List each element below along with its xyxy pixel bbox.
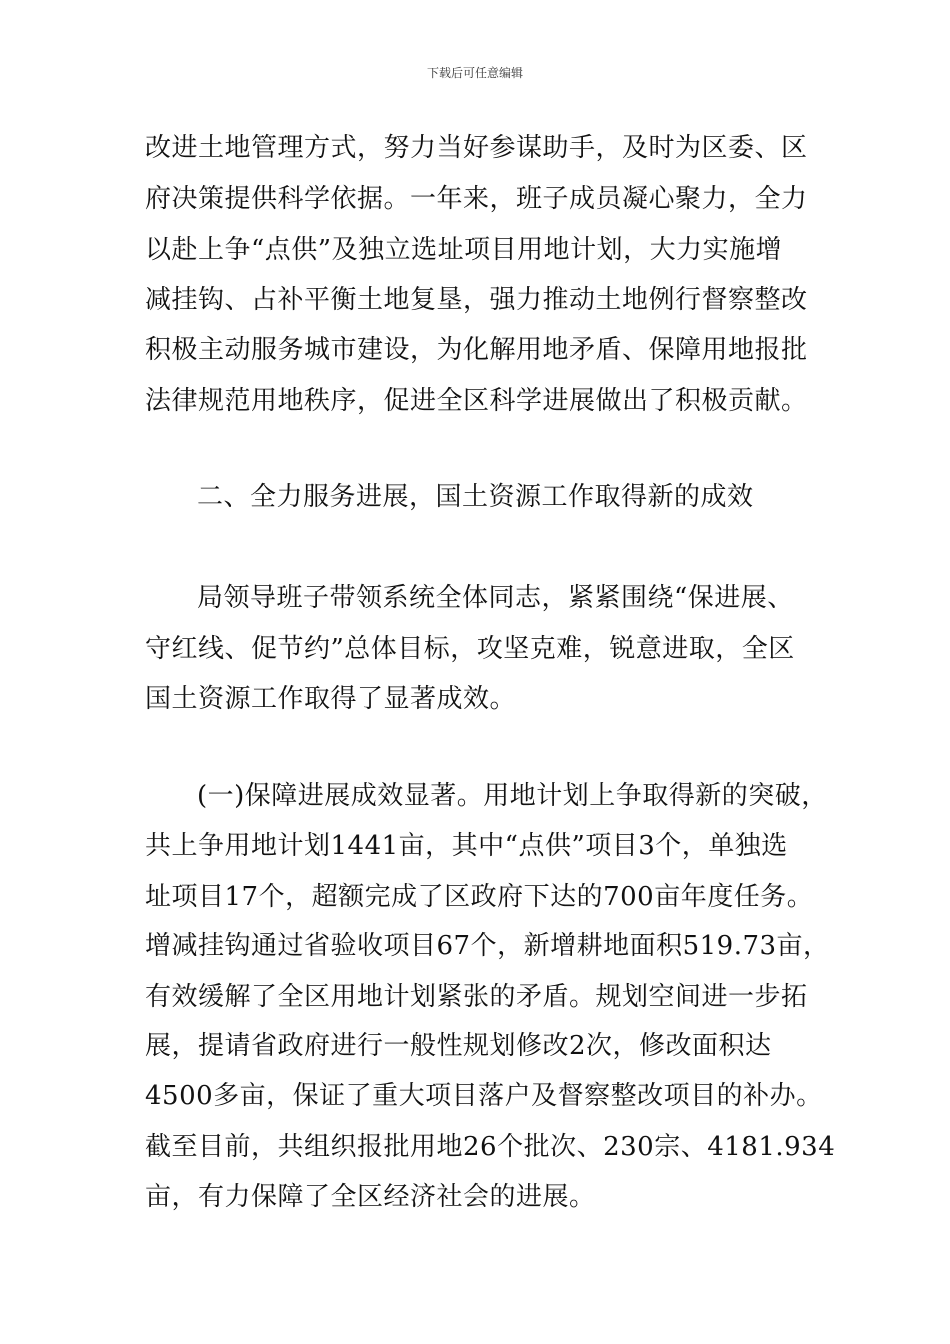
paragraph-line: 法律规范用地秩序，促进全区科学进展做出了积极贡献。 — [145, 386, 808, 416]
paragraph-line: 减挂钩、占补平衡土地复垦，强力推动土地例行督察整改 — [145, 285, 808, 315]
paragraph-line: 亩，有力保障了全区经济社会的进展。 — [145, 1182, 596, 1212]
paragraph-line: 府决策提供科学依据。一年来，班子成员凝心聚力，全力 — [145, 184, 808, 214]
paragraph-line: 增减挂钩通过省验收项目67个，新增耕地面积519.73亩， — [145, 931, 830, 961]
paragraph-line: (一)保障进展成效显著。用地计划上争取得新的突破， — [197, 781, 828, 811]
paragraph-line: 局领导班子带领系统全体同志，紧紧围绕“保进展、 — [197, 583, 794, 613]
paragraph-line: 国土资源工作取得了显著成效。 — [145, 684, 517, 714]
paragraph-line: 展，提请省政府进行一般性规划修改2次，修改面积达 — [145, 1031, 772, 1061]
paragraph-line: 改进土地管理方式，努力当好参谋助手，及时为区委、区 — [145, 133, 808, 163]
paragraph-line: 有效缓解了全区用地计划紧张的矛盾。规划空间进一步拓 — [145, 982, 808, 1012]
paragraph-line: 址项目17个，超额完成了区政府下达的700亩年度任务。 — [145, 882, 814, 912]
paragraph-line: 以赴上争“点供”及独立选址项目用地计划，大力实施增 — [145, 235, 783, 265]
section-heading: 二、全力服务进展，国土资源工作取得新的成效 — [197, 482, 754, 512]
page-header-note: 下载后可任意编辑 — [426, 66, 523, 80]
paragraph-line: 4500多亩，保证了重大项目落户及督察整改项目的补办。 — [145, 1081, 823, 1111]
paragraph-line: 截至目前，共组织报批用地26个批次、230宗、4181.934 — [145, 1132, 836, 1162]
paragraph-line: 守红线、促节约”总体目标，攻坚克难，锐意进取，全区 — [145, 634, 795, 664]
paragraph-line: 共上争用地计划1441亩，其中“点供”项目3个，单独选 — [145, 831, 788, 861]
paragraph-line: 积极主动服务城市建设，为化解用地矛盾、保障用地报批 — [145, 335, 808, 365]
